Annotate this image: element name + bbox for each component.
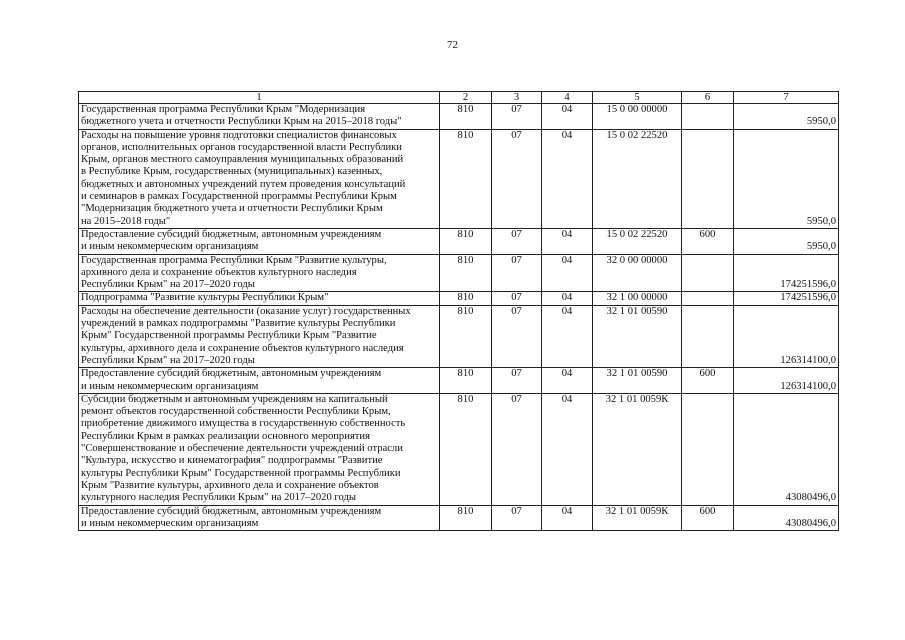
ministry-code: 810: [440, 393, 492, 505]
table-row: [79, 368, 839, 394]
expense-type-code: [682, 305, 734, 367]
target-article-code: 32 1 01 0059К: [593, 393, 682, 505]
ministry-code: 810: [440, 104, 492, 130]
section-code: 07: [492, 254, 542, 292]
row-description: Расходы на обеспечение деятельности (оказание услуг) государственных учреждений в рамках подпрограммы "Развитие культуры Республики Крым" Государственной программы Республики Крым "Развитие культуры, архивного дела и сохранение объектов культурного наследия Республики Крым" на 2017–2020 годы: [79, 305, 440, 367]
table-row: [79, 228, 839, 254]
expense-type-code: [682, 292, 734, 305]
header-cell: 6: [682, 92, 734, 104]
header-cell: 1: [79, 92, 440, 104]
ministry-code: 810: [440, 254, 492, 292]
row-description: Предоставление субсидий бюджетным, автономным учреждениям и иным некоммерческим организациям: [79, 368, 440, 394]
table-row: [79, 305, 839, 367]
expense-type-code: 600: [682, 505, 734, 531]
subsection-code: 04: [542, 368, 593, 394]
subsection-code: 04: [542, 129, 593, 228]
expense-type-code: [682, 393, 734, 505]
header-cell: 3: [492, 92, 542, 104]
target-article-code: 32 1 01 0059К: [593, 505, 682, 531]
table-row: [79, 393, 839, 505]
expense-type-code: 600: [682, 228, 734, 254]
ministry-code: 810: [440, 368, 492, 394]
row-description: Предоставление субсидий бюджетным, автономным учреждениям и иным некоммерческим организациям: [79, 228, 440, 254]
ministry-code: 810: [440, 505, 492, 531]
page-number: 72: [447, 39, 458, 51]
row-description: Подпрограмма "Развитие культуры Республики Крым": [79, 292, 440, 305]
header-cell: 2: [440, 92, 492, 104]
row-description: Государственная программа Республики Крым "Модернизация бюджетного учета и отчетности Республики Крым на 2015–2018 годы": [79, 104, 440, 130]
target-article-code: 32 1 00 00000: [593, 292, 682, 305]
row-description: Расходы на повышение уровня подготовки специалистов финансовых органов, исполнительных органов государственной власти Республики Крым, органов местного самоуправления муниципальных образований в Республике Крым, государственных (муниципальных) казенных, бюджетных и автономных учреждений путем проведения консультаций и семинаров в рамках Государственной программы Республики Крым "Модернизация бюджетного учета и отчетности Республики Крым на 2015–2018 годы": [79, 129, 440, 228]
table-row: [79, 254, 839, 292]
subsection-code: 04: [542, 254, 593, 292]
header-cell: 5: [593, 92, 682, 104]
amount: 174251596,0: [734, 292, 839, 305]
section-code: 07: [492, 292, 542, 305]
section-code: 07: [492, 393, 542, 505]
subsection-code: 04: [542, 292, 593, 305]
table-row: [79, 505, 839, 531]
section-code: 07: [492, 228, 542, 254]
ministry-code: 810: [440, 129, 492, 228]
subsection-code: 04: [542, 305, 593, 367]
row-description: Предоставление субсидий бюджетным, автономным учреждениям и иным некоммерческим организациям: [79, 505, 440, 531]
expense-type-code: [682, 104, 734, 130]
subsection-code: 04: [542, 393, 593, 505]
expense-type-code: [682, 254, 734, 292]
amount: 5950,0: [734, 104, 839, 130]
amount: 126314100,0: [734, 368, 839, 394]
ministry-code: 810: [440, 292, 492, 305]
section-code: 07: [492, 129, 542, 228]
target-article-code: 15 0 02 22520: [593, 129, 682, 228]
target-article-code: 32 1 01 00590: [593, 368, 682, 394]
ministry-code: 810: [440, 305, 492, 367]
table-row: [79, 292, 839, 305]
target-article-code: 32 0 00 00000: [593, 254, 682, 292]
header-cell: 4: [542, 92, 593, 104]
amount: 126314100,0: [734, 305, 839, 367]
subsection-code: 04: [542, 228, 593, 254]
table-row: [79, 104, 839, 130]
section-code: 07: [492, 368, 542, 394]
subsection-code: 04: [542, 104, 593, 130]
row-description: Государственная программа Республики Крым "Развитие культуры, архивного дела и сохранение объектов культурного наследия Республики Крым" на 2017–2020 годы: [79, 254, 440, 292]
amount: 5950,0: [734, 129, 839, 228]
amount: 43080496,0: [734, 393, 839, 505]
table-row: [79, 129, 839, 228]
target-article-code: 32 1 01 00590: [593, 305, 682, 367]
section-code: 07: [492, 505, 542, 531]
expense-type-code: [682, 129, 734, 228]
ministry-code: 810: [440, 228, 492, 254]
amount: 43080496,0: [734, 505, 839, 531]
amount: 174251596,0: [734, 254, 839, 292]
header-cell: 7: [734, 92, 839, 104]
section-code: 07: [492, 104, 542, 130]
row-description: Субсидии бюджетным и автономным учреждениям на капитальный ремонт объектов государственной собственности Республики Крым, приобретение движимого имущества в государственную собственность Республики Крым в рамках реализации основного мероприятия "Совершенствование и обеспечение деятельности учреждений отрасли "Культура, искусство и кинематография" подпрограммы "Развитие культуры Республики Крым" Государственной программы Республики Крым "Развитие культуры, архивного дела и сохранение объектов культурного наследия Республики Крым" на 2017–2020 годы: [79, 393, 440, 505]
header-row: [79, 92, 839, 104]
amount: 5950,0: [734, 228, 839, 254]
subsection-code: 04: [542, 505, 593, 531]
budget-table: [78, 91, 839, 531]
section-code: 07: [492, 305, 542, 367]
target-article-code: 15 0 02 22520: [593, 228, 682, 254]
target-article-code: 15 0 00 00000: [593, 104, 682, 130]
expense-type-code: 600: [682, 368, 734, 394]
